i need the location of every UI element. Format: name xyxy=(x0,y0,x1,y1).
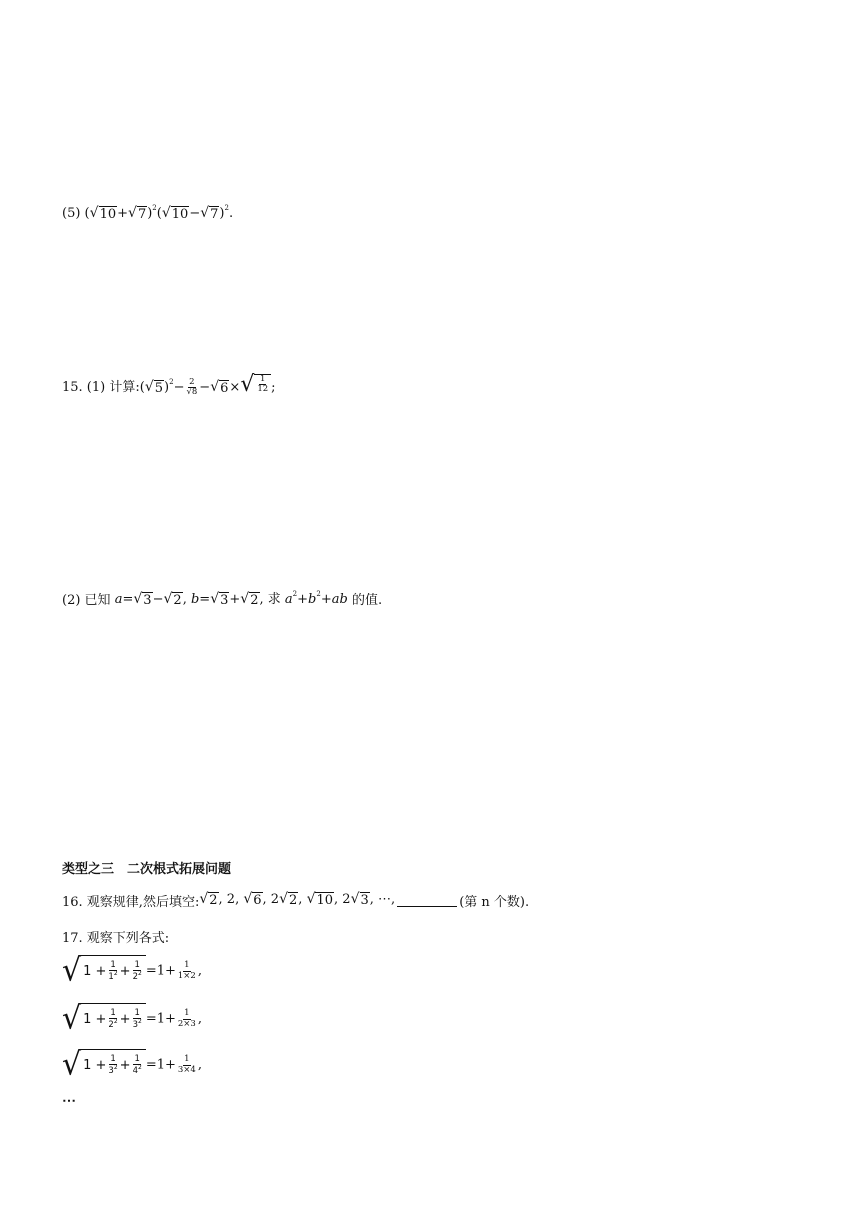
q15-1-expression: ( √ 5 )$^2$− $\frac{2}{√8}$ − √ 6 × √ $\frac{1}{12}$ ; xyxy=(139,372,276,397)
q5-label: (5) xyxy=(62,205,81,221)
section-heading: 类型之三 二次根式拓展问题 xyxy=(62,862,232,877)
q16-answer-blank[interactable] xyxy=(397,894,457,907)
q15-label: 15. (1) 计算: xyxy=(62,380,140,396)
q15-2-expression: a= √ 3 − √ 2 , b= √ 3 + √ 2 , 求 $a^2+b^2+ab$ xyxy=(114,590,348,608)
q17-formula-1: √ 1 + $\frac{1}{1^2}$ + $\frac{1}{2^2}$ =1+ $\frac{1}{1\times 2}$ , xyxy=(62,952,202,989)
q17-formula-2: √ 1 + $\frac{1}{2^2}$ + $\frac{1}{3^2}$ =1+ $\frac{1}{2\times 3}$ , xyxy=(62,1000,202,1037)
q15-2-line xyxy=(62,588,382,609)
q16-line xyxy=(62,891,529,910)
q15-1-line xyxy=(62,374,276,397)
q15-2-label: (2) 已知 xyxy=(62,592,111,608)
q16-tail: (第 n 个数). xyxy=(459,895,530,910)
ellipsis: ⋯ xyxy=(62,1093,76,1109)
q5-expression: ( √ 10 + √ 7 )$^2$( √ 10 − √ 7 )$^2$. xyxy=(80,204,234,222)
q17-formula-3: √ 1 + $\frac{1}{3^2}$ + $\frac{1}{4^2}$ =1+ $\frac{1}{3\times 4}$ , xyxy=(62,1046,202,1083)
q15-2-text: 的值. xyxy=(351,592,383,608)
q17-label: 17. 观察下列各式: xyxy=(62,931,170,946)
q16-label: 16. 观察规律,然后填空: xyxy=(62,895,200,910)
q16-sequence: √ 2 , 2, √ 6 , 2 √ 2 , √ 10 , 2 √ 3 , ⋯, xyxy=(199,891,396,909)
q5-line xyxy=(62,204,233,223)
